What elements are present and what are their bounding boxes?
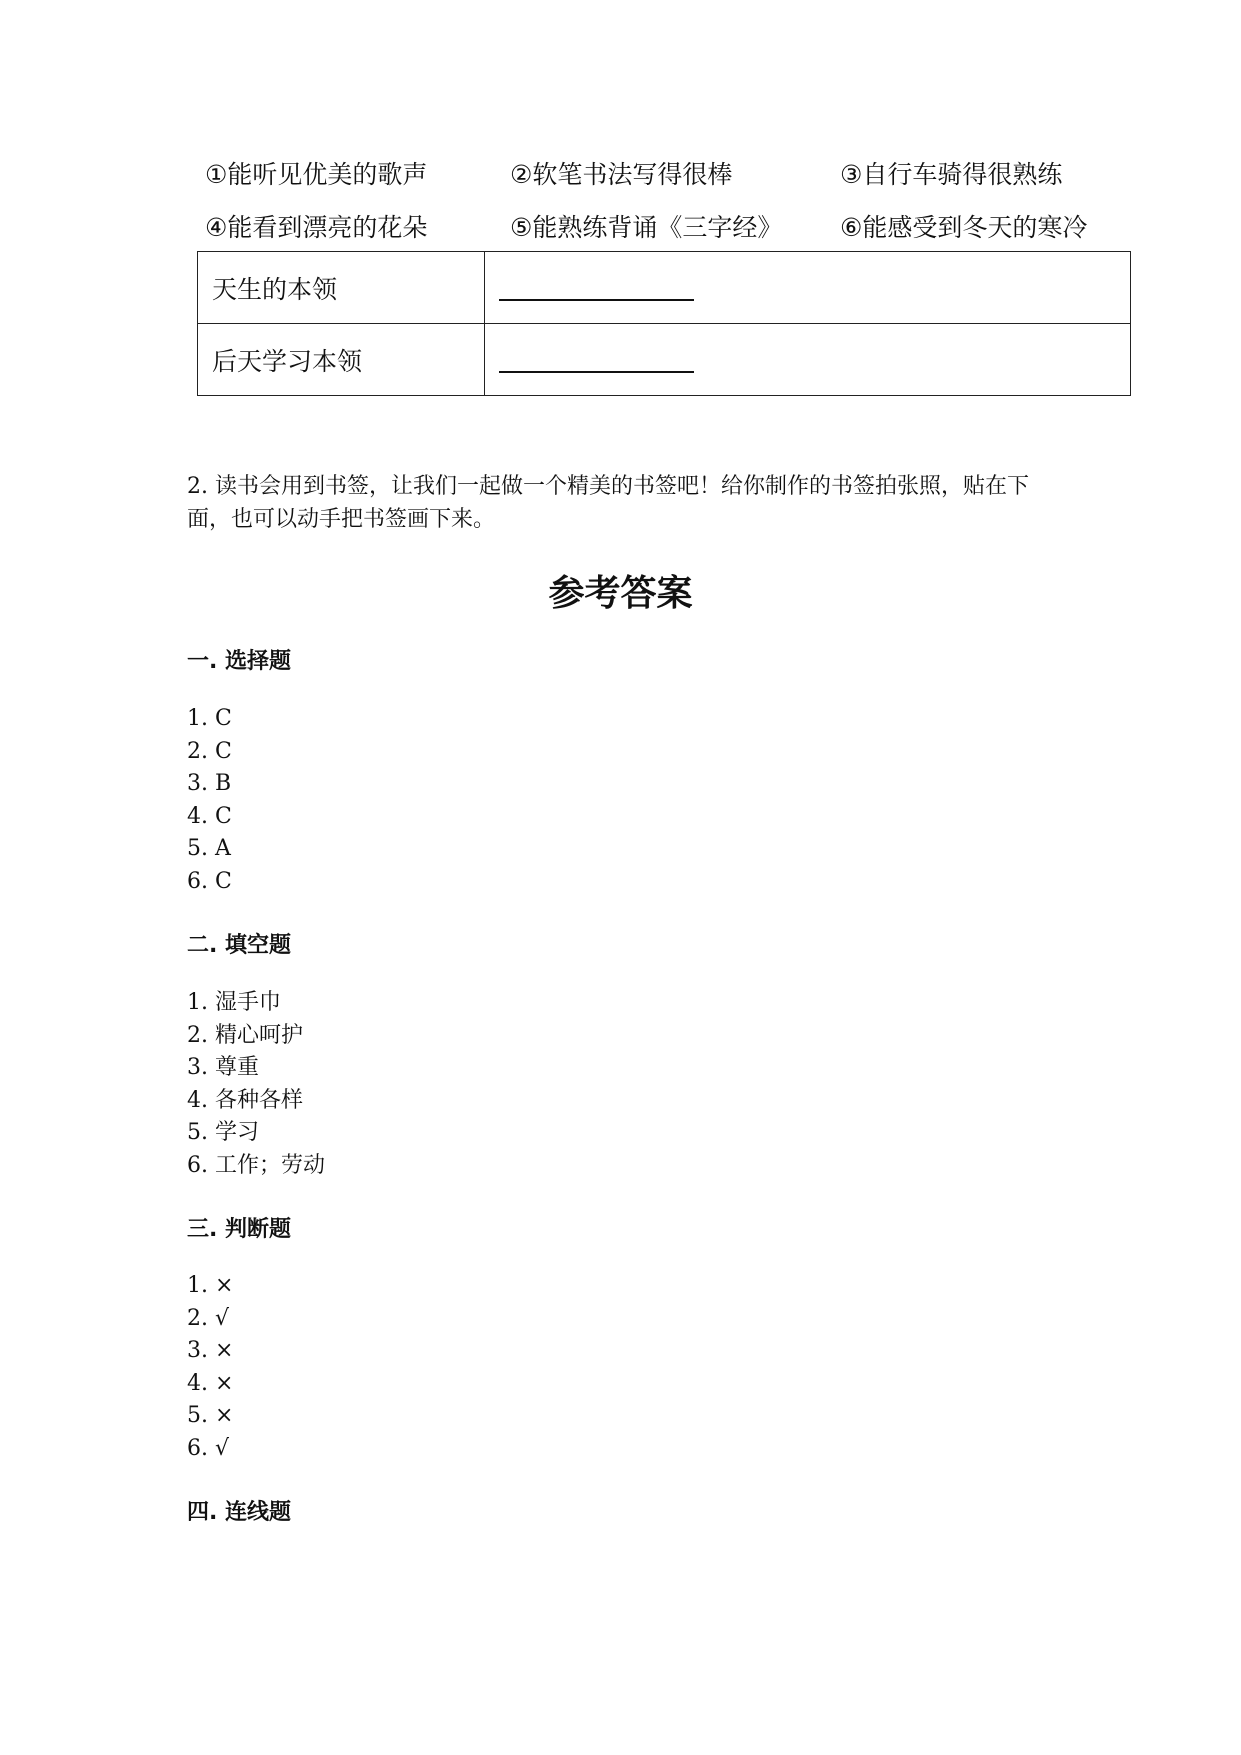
list-item: 3. × bbox=[187, 1338, 234, 1363]
list-item: 5. × bbox=[187, 1403, 234, 1428]
row-label-learned: 后天学习本领 bbox=[198, 324, 485, 396]
list-item: 2. 精心呵护 bbox=[187, 1022, 303, 1048]
list-item: 3. B bbox=[187, 771, 232, 796]
list-item: 4. × bbox=[187, 1370, 234, 1396]
list-item: 5. 学习 bbox=[187, 1120, 259, 1145]
section-title-choice: 一. 选择题 bbox=[187, 649, 292, 674]
section-title-judge: 三. 判断题 bbox=[187, 1217, 292, 1242]
answer-blank[interactable] bbox=[499, 277, 694, 301]
option-3: ③自行车骑得很熟练 bbox=[840, 160, 1063, 189]
list-item: 3. 尊重 bbox=[187, 1055, 259, 1080]
answer-list-fill bbox=[187, 987, 325, 1182]
list-item: 6. 工作；劳动 bbox=[187, 1152, 325, 1178]
table-row bbox=[198, 324, 1131, 396]
answer-cell-innate bbox=[485, 252, 1131, 324]
list-item: 1. × bbox=[187, 1273, 234, 1298]
option-5: ⑤能熟练背诵《三字经》 bbox=[510, 213, 783, 242]
list-item: 6. √ bbox=[187, 1435, 230, 1461]
section-title-match: 四. 连线题 bbox=[187, 1500, 292, 1525]
list-item: 4. 各种各样 bbox=[187, 1087, 303, 1113]
section-title-fill: 二. 填空题 bbox=[187, 933, 292, 958]
table-row bbox=[198, 252, 1131, 324]
list-item: 2. √ bbox=[187, 1305, 230, 1331]
answer-blank[interactable] bbox=[499, 349, 694, 373]
answers-title: 参考答案 bbox=[548, 572, 693, 614]
option-2: ②软笔书法写得很棒 bbox=[510, 160, 733, 189]
list-item: 1. C bbox=[187, 706, 232, 731]
ability-table bbox=[197, 251, 1131, 396]
row-label-innate: 天生的本领 bbox=[198, 252, 485, 324]
question-2: 2. 读书会用到书签，让我们一起做一个精美的书签吧！给你制作的书签拍张照，贴在下面，也可以动手把书签画下来。 bbox=[187, 474, 1029, 532]
answer-cell-learned bbox=[485, 324, 1131, 396]
list-item: 5. A bbox=[187, 836, 231, 861]
answer-list-judge bbox=[187, 1270, 233, 1465]
option-1: ①能听见优美的歌声 bbox=[205, 160, 428, 189]
list-item: 4. C bbox=[187, 803, 232, 829]
list-item: 6. C bbox=[187, 868, 232, 894]
list-item: 1. 湿手巾 bbox=[187, 990, 281, 1015]
answer-list-choice bbox=[187, 703, 232, 898]
option-4: ④能看到漂亮的花朵 bbox=[205, 213, 428, 242]
list-item: 2. C bbox=[187, 738, 232, 764]
option-6: ⑥能感受到冬天的寒冷 bbox=[840, 213, 1088, 242]
